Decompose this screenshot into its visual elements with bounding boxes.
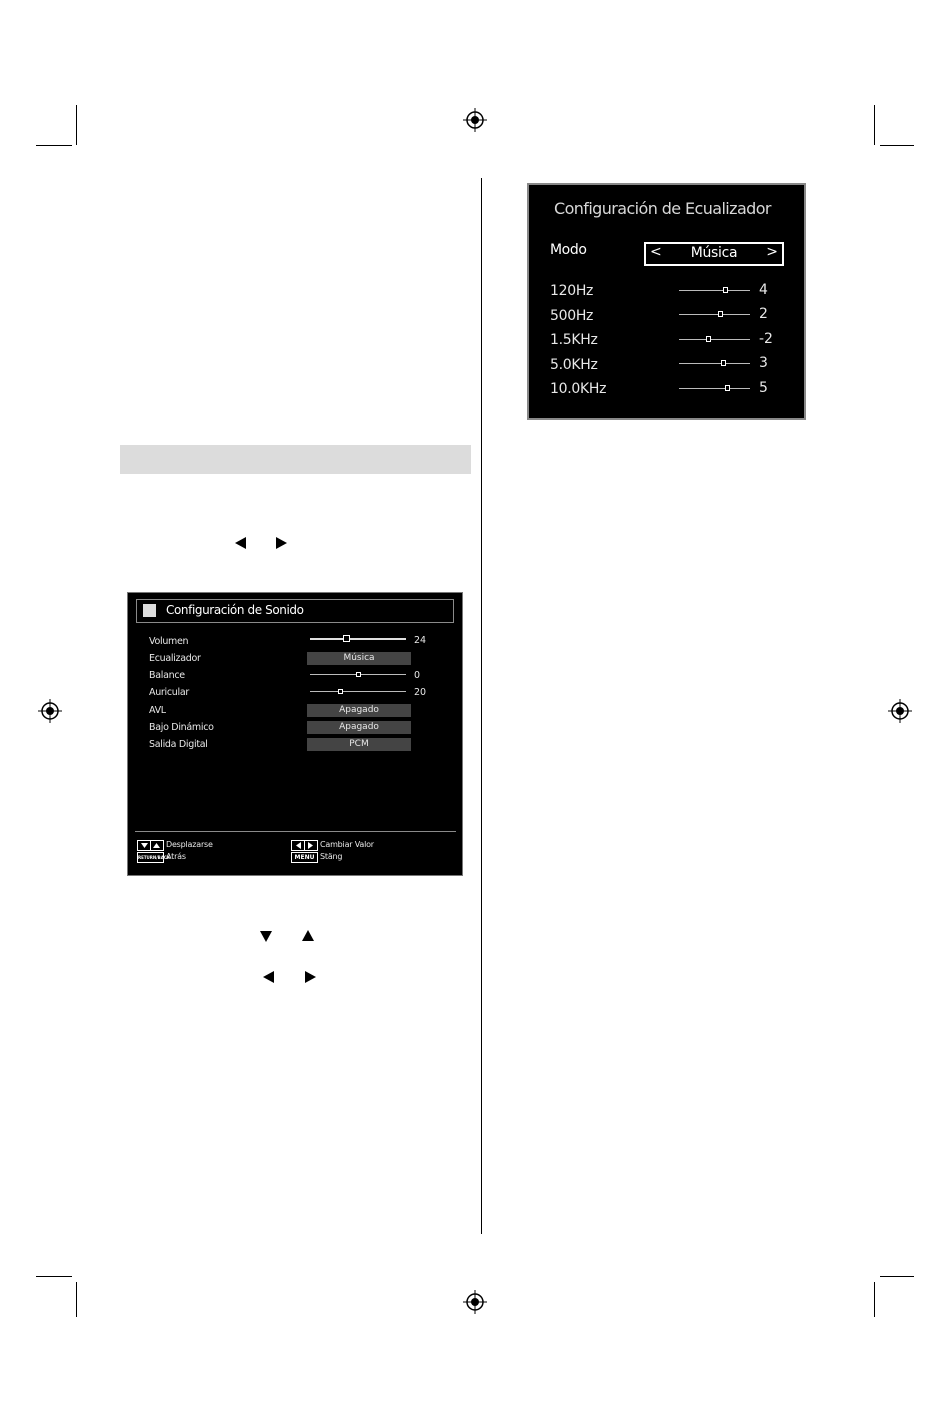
arrow-right-icon	[305, 971, 316, 983]
band-value: -2	[759, 331, 773, 347]
sound-row-label: Auricular	[149, 687, 189, 698]
close-hint: Stäng	[320, 852, 343, 861]
band-value: 4	[759, 282, 768, 298]
band-slider[interactable]	[679, 290, 750, 291]
sound-title-bar	[136, 599, 454, 623]
sound-row-label: AVL	[149, 705, 166, 716]
band-value: 3	[759, 355, 768, 371]
registration-mark-icon	[38, 699, 62, 723]
balance-slider[interactable]	[310, 674, 406, 675]
slider-knob[interactable]	[338, 689, 343, 694]
column-divider	[481, 178, 482, 1234]
sound-row-label: Salida Digital	[149, 739, 208, 750]
crop-mark	[874, 1282, 875, 1317]
band-label: 5.0KHz	[550, 357, 598, 373]
equalizer-settings-screen	[529, 185, 804, 418]
band-slider[interactable]	[679, 388, 750, 389]
registration-mark-icon	[463, 1290, 487, 1314]
slider-knob[interactable]	[343, 635, 350, 642]
band-value: 5	[759, 380, 768, 396]
registration-mark-icon	[888, 699, 912, 723]
arrow-down-icon	[260, 931, 272, 942]
menu-key: MENU	[291, 852, 318, 863]
change-value-hint: Cambiar Valor	[320, 840, 374, 849]
footer-divider	[135, 831, 456, 832]
slider-knob[interactable]	[723, 287, 728, 293]
avl-option[interactable]: Apagado	[307, 704, 411, 717]
band-value: 2	[759, 306, 768, 322]
crop-mark	[36, 145, 72, 146]
crop-mark	[880, 1276, 914, 1277]
sound-row-label: Ecualizador	[149, 653, 201, 664]
nav-leftright-key-icon	[291, 840, 318, 851]
band-slider[interactable]	[679, 314, 750, 315]
dynamic-bass-option[interactable]: Apagado	[307, 721, 411, 734]
back-key: RETURN/BACK	[137, 852, 164, 863]
headphone-value: 20	[414, 687, 427, 698]
headphone-slider[interactable]	[310, 691, 406, 692]
scroll-hint: Desplazarse	[166, 840, 213, 849]
sound-row-label: Volumen	[149, 636, 189, 647]
balance-value: 0	[414, 670, 421, 681]
sound-row-label: Bajo Dinámico	[149, 722, 214, 733]
crop-mark	[880, 145, 914, 146]
chevron-right-icon[interactable]: >	[766, 244, 778, 260]
sound-settings-screen	[128, 593, 462, 875]
band-label: 1.5KHz	[550, 332, 598, 348]
back-hint: Atrás	[166, 852, 186, 861]
slider-knob[interactable]	[725, 385, 730, 391]
equalizer-title: Configuración de Ecualizador	[554, 199, 771, 218]
arrow-up-icon	[302, 930, 314, 941]
slider-knob[interactable]	[718, 311, 723, 317]
nav-updown-key-icon	[137, 840, 164, 851]
registration-mark-icon	[463, 108, 487, 132]
band-label: 120Hz	[550, 283, 594, 299]
sound-title: Configuración de Sonido	[166, 603, 304, 617]
mode-selector[interactable]	[644, 242, 784, 266]
band-slider[interactable]	[679, 339, 750, 340]
slider-knob[interactable]	[356, 672, 361, 677]
slider-knob[interactable]	[721, 360, 726, 366]
band-label: 500Hz	[550, 308, 594, 324]
section-heading-bar	[120, 445, 471, 474]
volume-value: 24	[414, 635, 427, 646]
sound-settings-icon	[143, 604, 156, 617]
sound-row-label: Balance	[149, 670, 185, 681]
equalizer-option[interactable]: Música	[307, 652, 411, 665]
digital-out-option[interactable]: PCM	[307, 738, 411, 751]
band-slider[interactable]	[679, 363, 750, 364]
arrow-left-icon	[263, 971, 274, 983]
crop-mark	[874, 105, 875, 145]
volume-slider[interactable]	[310, 638, 406, 640]
mode-label: Modo	[550, 242, 587, 258]
slider-knob[interactable]	[706, 336, 711, 342]
chevron-left-icon[interactable]: <	[650, 244, 662, 260]
mode-value: Música	[690, 245, 738, 261]
crop-mark	[76, 1282, 77, 1317]
crop-mark	[76, 105, 77, 145]
arrow-left-icon	[235, 537, 246, 549]
crop-mark	[36, 1276, 72, 1277]
band-label: 10.0KHz	[550, 381, 607, 397]
arrow-right-icon	[276, 537, 287, 549]
